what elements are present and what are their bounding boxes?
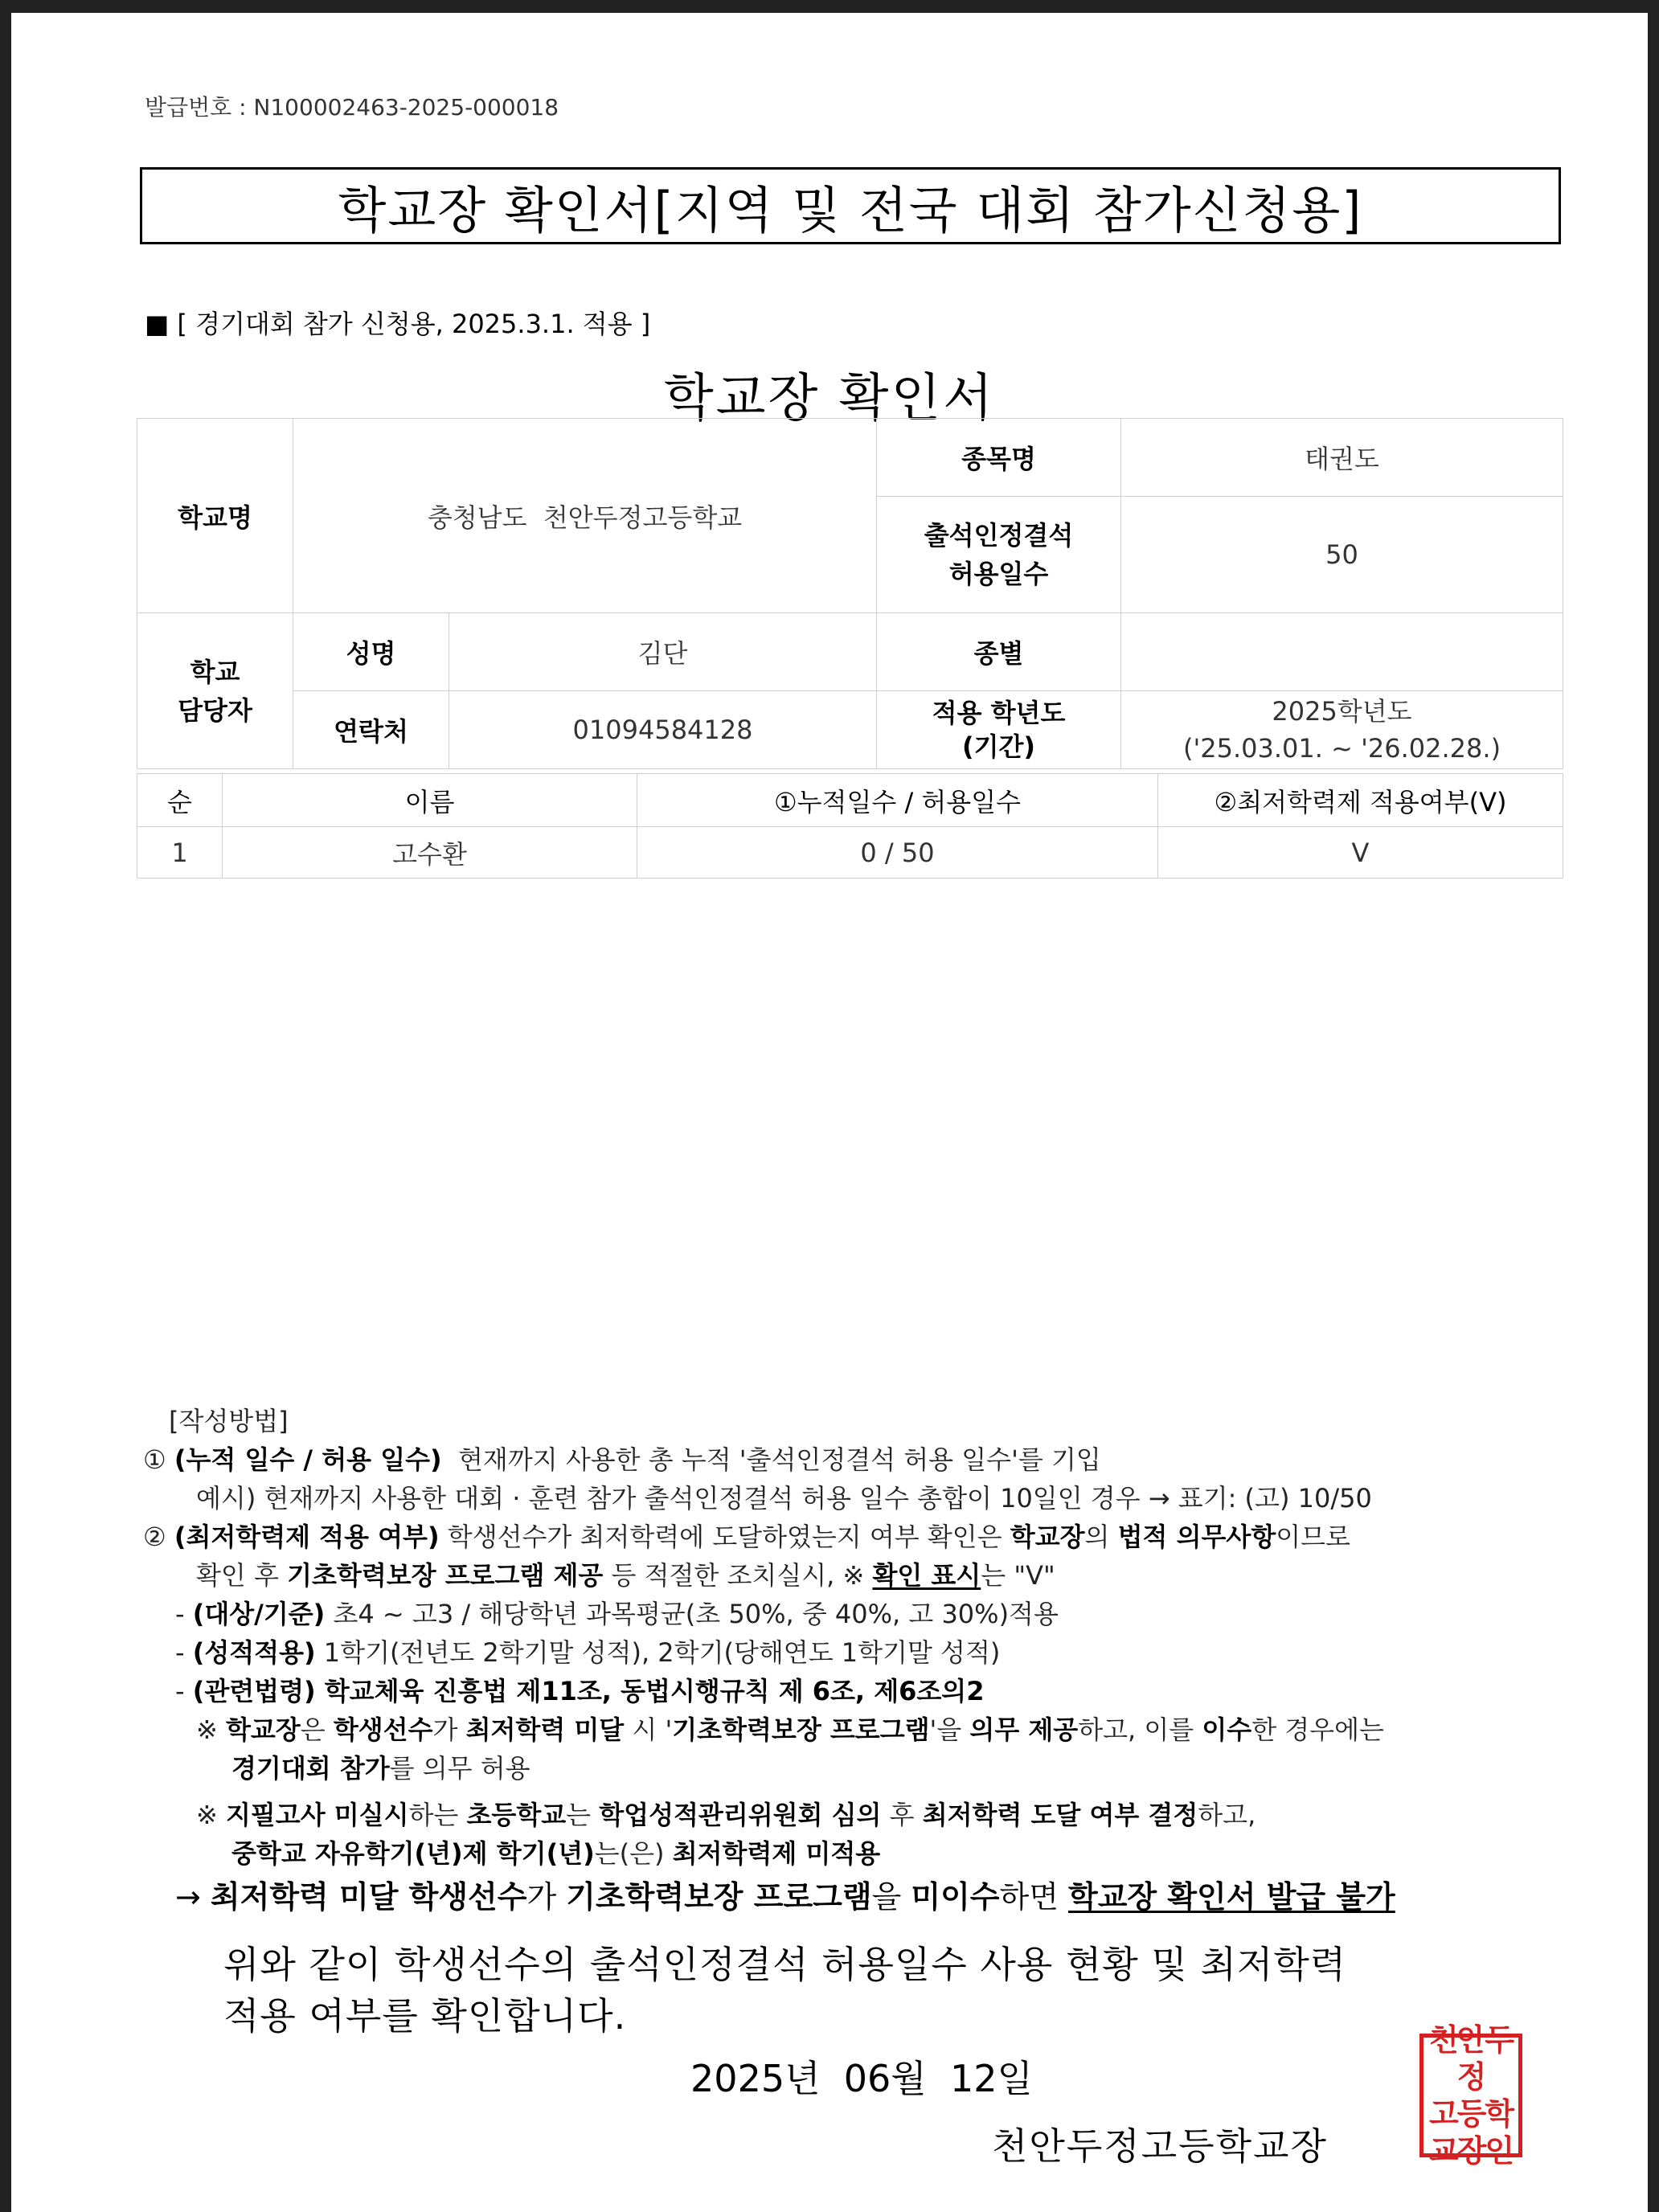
text: 최저학력 미달 — [465, 1714, 625, 1745]
text: 는(은) — [594, 1838, 673, 1869]
sport-value: 태권도 — [1121, 419, 1563, 497]
absence-days-label-line2: 허용일수 — [948, 559, 1049, 589]
header-cell: ②최저학력제 적용여부(V) — [1158, 774, 1563, 827]
text: 학교장 확인서 발급 불가 — [1068, 1879, 1395, 1915]
method-line-5 — [175, 1595, 1059, 1633]
header-cell: 이름 — [223, 774, 637, 827]
document-page — [11, 13, 1648, 2212]
text: 학생선수 — [333, 1714, 433, 1745]
text: 후 — [881, 1800, 923, 1830]
seal-text: 천안두정 — [1428, 2022, 1514, 2095]
method-line-4 — [196, 1556, 1055, 1595]
text: 초4 ~ 고3 / 해당학년 과목평균(초 50%, 중 40%, 고 30%)적용 — [325, 1599, 1059, 1629]
school-year-label — [877, 691, 1121, 769]
contact-label: 연락처 — [293, 691, 449, 769]
issue-number: 발급번호 : N100002463-2025-000018 — [145, 94, 559, 121]
text: 는 "V" — [981, 1560, 1055, 1591]
method-line-3 — [143, 1518, 1350, 1556]
text: 경기대회 참가 — [231, 1753, 390, 1784]
method-line-10 — [196, 1796, 1256, 1834]
issue-date: 2025년 06월 12일 — [690, 2057, 1033, 2100]
text: 를 의무 허용 — [389, 1753, 530, 1784]
text: (최저학력제 적용 여부) — [174, 1522, 440, 1552]
text: - — [175, 1637, 193, 1668]
school-manager-label-line2: 담당자 — [178, 694, 252, 726]
text: 가 — [432, 1714, 466, 1745]
text: 미이수 — [911, 1879, 1000, 1915]
text: 하면 — [999, 1879, 1068, 1915]
method-line-6 — [175, 1633, 1000, 1672]
principal-signature: 천안두정고등학교장 — [992, 2124, 1328, 2168]
text: 시 ' — [624, 1714, 673, 1745]
absence-days-label-line1: 출석인정결석 — [924, 520, 1074, 551]
category-label: 종별 — [877, 613, 1121, 691]
student-table — [137, 773, 1563, 879]
student-table-header — [137, 774, 1563, 827]
text: 기초학력보장 프로그램 — [566, 1879, 872, 1915]
contact-value: 01094584128 — [449, 691, 877, 769]
header-cell: 순 — [137, 774, 223, 827]
text: 초등학교 — [466, 1800, 567, 1830]
school-year-value-line2: ('25.03.01. ~ '26.02.28.) — [1182, 733, 1501, 764]
sub-title: 학교장 확인서 — [663, 369, 996, 428]
text: 최저학력 도달 여부 결정 — [922, 1800, 1198, 1830]
text: 등 적절한 조치실시, ※ — [603, 1560, 873, 1591]
text: 현재까지 사용한 총 누적 '출석인정결석 허용 일수'를 기입 — [441, 1444, 1101, 1475]
text: 하는 — [408, 1800, 467, 1830]
text: 을 — [871, 1879, 911, 1915]
text: (성적적용) — [192, 1637, 316, 1668]
confirmation-statement — [223, 1939, 1346, 2042]
text: 학업성적관리위원회 심의 — [599, 1800, 882, 1830]
text: 이수 — [1202, 1714, 1252, 1745]
text: (대상/기준) — [192, 1599, 326, 1629]
confirmation-line-1: 위와 같이 학생선수의 출석인정결석 허용일수 사용 현황 및 최저학력 — [223, 1943, 1347, 1986]
school-manager-label — [137, 613, 293, 769]
school-name-label: 학교명 — [137, 419, 293, 613]
text: 1학기(전년도 2학기말 성적), 2학기(당해연도 1학기말 성적) — [315, 1637, 1001, 1668]
table-row — [137, 827, 1563, 879]
text: ② — [143, 1522, 174, 1552]
text: 하고, — [1198, 1800, 1256, 1830]
row-number: 1 — [137, 827, 223, 879]
min-achievement-check: V — [1158, 827, 1563, 879]
method-line-11 — [231, 1834, 880, 1873]
school-year-label-line2: (기간) — [961, 731, 1036, 762]
school-year-label-line1: 적용 학년도 — [932, 698, 1066, 728]
text: 의 — [1084, 1522, 1118, 1552]
method-line-1 — [143, 1440, 1101, 1479]
school-info-table — [137, 418, 1563, 769]
header-cell: ①누적일수 / 허용일수 — [637, 774, 1158, 827]
text: - — [175, 1676, 193, 1706]
sport-label: 종목명 — [877, 419, 1121, 497]
seal-text: 고등학 — [1428, 2096, 1514, 2132]
method-line-12 — [175, 1878, 1395, 1916]
confirmation-line-2: 적용 여부를 확인합니다. — [223, 1994, 627, 2038]
text: 학교장 — [225, 1714, 301, 1745]
absence-days-label — [877, 497, 1121, 613]
text: 확인 표시 — [872, 1560, 981, 1591]
official-seal-icon — [1419, 2022, 1522, 2169]
method-line-7 — [175, 1672, 984, 1710]
text: (누적 일수 / 허용 일수) — [174, 1444, 442, 1475]
seal-text: 교장인 — [1428, 2133, 1514, 2169]
category-value — [1121, 613, 1563, 691]
text: 의무 제공 — [969, 1714, 1079, 1745]
text: 이므로 — [1276, 1522, 1351, 1552]
text: 기초학력보장 프로그램 제공 — [287, 1560, 604, 1591]
manager-name-label: 성명 — [293, 613, 449, 691]
text: '을 — [929, 1714, 970, 1745]
text: 확인 후 — [196, 1560, 288, 1591]
method-line-9 — [231, 1749, 530, 1788]
method-line-2: 예시) 현재까지 사용한 대회 · 훈련 참가 출석인정결석 허용 일수 총합이 10일인 경우 → 표기: (고) 10/50 — [196, 1483, 1372, 1514]
text: 중학교 자유학기(년)제 학기(년) — [231, 1838, 595, 1869]
text: - — [175, 1599, 193, 1629]
text: 지필고사 미실시 — [225, 1800, 409, 1830]
text: 학교장 — [1010, 1522, 1085, 1552]
method-heading: [작성방법] — [169, 1406, 289, 1436]
absence-days-value: 50 — [1121, 497, 1563, 613]
text: 하고, 이를 — [1078, 1714, 1202, 1745]
method-line-8 — [196, 1710, 1384, 1749]
text: 가 — [526, 1879, 567, 1915]
manager-name-value: 김단 — [449, 613, 877, 691]
text: 은 — [300, 1714, 334, 1745]
school-year-value — [1121, 691, 1563, 769]
text: 최저학력 미달 학생선수 — [210, 1879, 527, 1915]
text: 최저학력제 미적용 — [672, 1838, 881, 1869]
school-name-value: 충청남도 천안두정고등학교 — [293, 419, 877, 613]
student-name: 고수환 — [223, 827, 637, 879]
school-manager-label-line1: 학교 — [190, 656, 240, 687]
arrow-icon: → — [175, 1879, 211, 1915]
text: 는 — [566, 1800, 600, 1830]
text: ※ — [196, 1714, 226, 1745]
text: 법적 의무사항 — [1117, 1522, 1276, 1552]
text: (관련법령) 학교체육 진흥법 제11조, 동법시행규칙 제 6조, 제6조의2 — [192, 1676, 985, 1706]
text: ※ — [196, 1800, 226, 1830]
text: ① — [143, 1444, 174, 1475]
accumulated-days: 0 / 50 — [637, 827, 1158, 879]
application-note: ■ [ 경기대회 참가 신청용, 2025.3.1. 적용 ] — [145, 309, 651, 339]
text: 학생선수가 최저학력에 도달하였는지 여부 확인은 — [439, 1522, 1010, 1552]
school-year-value-line1: 2025학년도 — [1272, 696, 1412, 727]
text: 한 경우에는 — [1251, 1714, 1384, 1745]
text: 기초학력보장 프로그램 — [672, 1714, 930, 1745]
main-title: 학교장 확인서[지역 및 전국 대회 참가신청용] — [140, 167, 1561, 244]
